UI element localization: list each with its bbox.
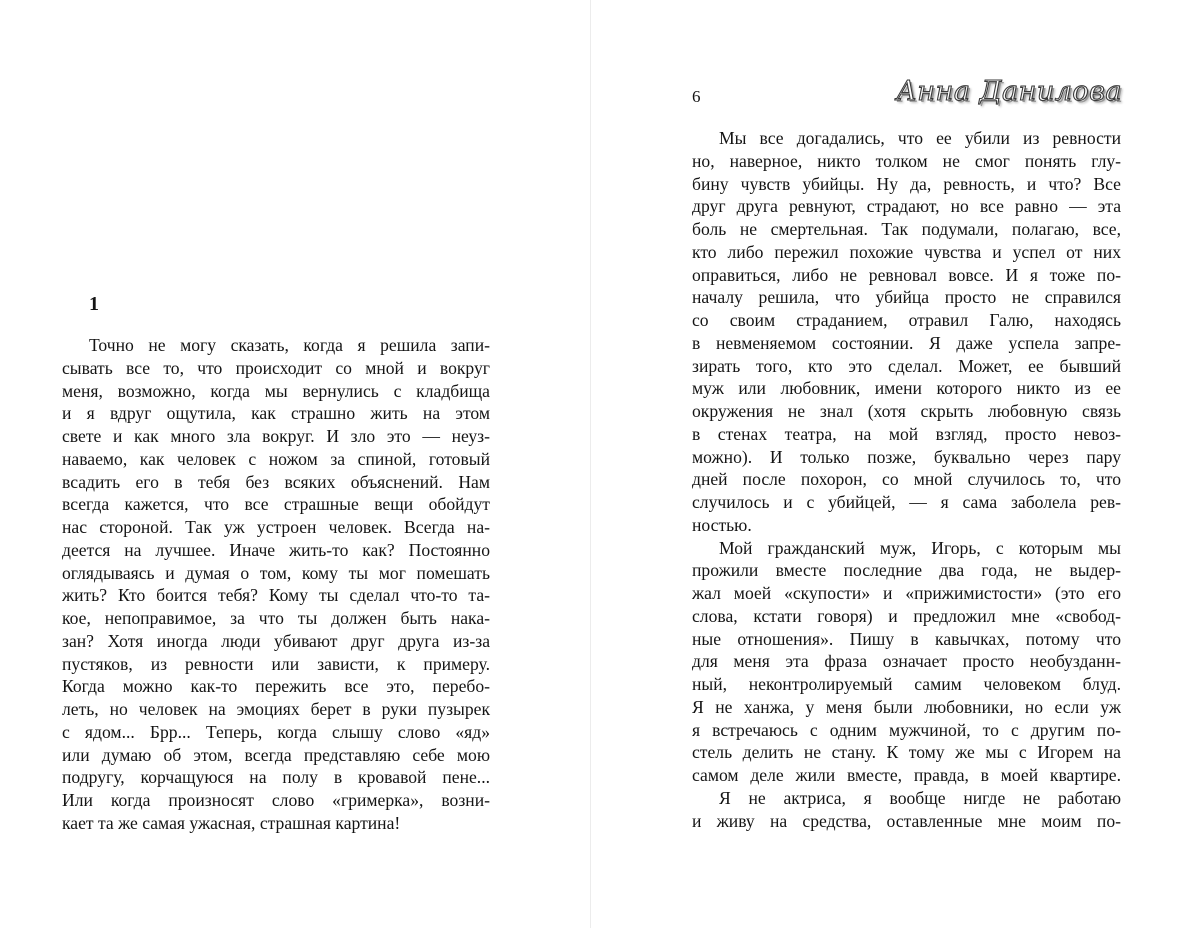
- text-line: зан? Хотя иногда люди убивают друг друга из-за: [62, 630, 490, 651]
- text-line: наваемо, как человек с ножом за спиной, готовый: [62, 448, 490, 469]
- text-line: Мы все догадались, что ее убили из ревности: [719, 128, 1121, 148]
- running-head-author: Анна Данилова: [896, 76, 1122, 107]
- left-page-text: [62, 334, 490, 835]
- chapter-number: 1: [89, 293, 99, 315]
- text-line: пустяков, из ревности или зависти, к примеру.: [62, 653, 490, 674]
- text-line: Я не актриса, я вообще нигде не работаю: [719, 787, 1121, 808]
- text-line: бину чувств убийцы. Ну да, ревность, и что? Все: [692, 173, 1121, 194]
- text-line: Я не ханжа, у меня были любовники, но если уж: [692, 696, 1121, 717]
- text-line: жал моей «скупости» и «прижимистости» (это его: [692, 583, 1121, 603]
- text-line: Мой гражданский муж, Игорь, с которым мы: [719, 537, 1121, 558]
- text-line: ные отношения». Пишу в кавычках, потому что: [692, 628, 1121, 649]
- text-line: прожили вместе последние два года, не выдер-: [692, 560, 1121, 581]
- text-line: окружения не знал (хотя скрыть любовную связь: [692, 401, 1121, 421]
- text-line: всегда кажется, что все страшные вещи обойдут: [62, 494, 490, 515]
- text-line: свете и как много зла вокруг. И зло это — неуз-: [62, 426, 490, 446]
- text-line: боль не смертельная. Так подумали, полагаю, все,: [692, 219, 1121, 239]
- text-line: друг друга ревнуют, страдают, но все равно — эта: [692, 196, 1121, 217]
- right-page-text: [692, 127, 1121, 832]
- text-line: или думаю об этом, всегда представляю себе мою: [62, 744, 490, 765]
- text-line: всадить его в тебя без всяких объяснений. Нам: [62, 471, 490, 492]
- text-line: можно). И только позже, буквально через пару: [692, 446, 1121, 467]
- text-line: Точно не могу сказать, когда я решила запи-: [89, 335, 490, 355]
- text-line: кое, непоправимое, за что ты должен быть нака-: [62, 608, 490, 628]
- text-line: дней после похорон, со мной случилось то, что: [692, 469, 1121, 490]
- text-line: для меня эта фраза означает просто необузданн-: [692, 651, 1121, 672]
- right-page: [591, 0, 1183, 928]
- text-line: жить? Кто боится тебя? Кому ты сделал что-то та-: [62, 585, 490, 606]
- text-line: я встречаюсь с одним мужчиной, то с другим по-: [692, 719, 1121, 740]
- text-line: со своим страданием, отравил Галю, находясь: [692, 310, 1121, 330]
- left-page: [0, 0, 590, 928]
- text-line: кает та же самая ужасная, страшная картина!: [62, 812, 401, 833]
- text-line: в стенах театра, на мой взгляд, просто невоз-: [692, 423, 1121, 444]
- text-line: слова, кстати говоря) и предложил мне «свобод-: [692, 605, 1121, 626]
- text-line: сывать все то, что происходит со мной и вокруг: [62, 357, 490, 378]
- text-line: самом деле жили вместе, правда, в моей квартире.: [692, 765, 1121, 785]
- text-line: началу решила, что убийца просто не справился: [692, 287, 1121, 308]
- page-number: 6: [692, 87, 701, 106]
- text-line: Или когда произносят слово «гримерка», возни-: [62, 790, 490, 810]
- text-line: оправиться, либо не ревновал вовсе. И я тоже по-: [692, 264, 1121, 285]
- text-line: и живу на средства, оставленные мне моим по-: [692, 810, 1121, 831]
- text-line: стель делить не стану. К тому же мы с Игорем на: [692, 742, 1121, 763]
- text-line: в невменяемом состоянии. Я даже успела запре-: [692, 332, 1121, 353]
- text-line: кто либо пережил похожие чувства и успел от них: [692, 241, 1121, 262]
- text-line: но, наверное, никто толком не смог понять глу-: [692, 150, 1121, 171]
- text-line: с ядом... Брр... Теперь, когда слышу слово «яд»: [62, 721, 490, 742]
- text-line: подругу, корчащуюся на полу в кровавой пене...: [62, 767, 490, 788]
- text-line: нас стороной. Так уж устроен человек. Всегда на-: [62, 517, 490, 537]
- text-line: леть, но человек на эмоциях берет в руки пузырек: [62, 699, 490, 719]
- text-line: меня, возможно, когда мы вернулись с кладбища: [62, 380, 490, 401]
- text-line: оглядываясь и думая о том, кому ты мог помешать: [62, 562, 490, 583]
- text-line: Когда можно как-то пережить все это, перебо-: [62, 676, 490, 697]
- text-line: зирать того, кто это сделал. Может, ее бывший: [692, 355, 1121, 376]
- text-line: муж или любовник, имени которого никто из ее: [692, 378, 1121, 399]
- text-line: случилось и с убийцей, — я сама заболела рев-: [692, 492, 1121, 512]
- text-line: деется на лучшее. Иначе жить-то как? Постоянно: [62, 539, 490, 560]
- text-line: и я вдруг ощутила, как страшно жить на этом: [62, 403, 490, 424]
- text-line: ностью.: [692, 514, 752, 535]
- text-line: ный, неконтролируемый самим человеком блуд.: [692, 674, 1121, 694]
